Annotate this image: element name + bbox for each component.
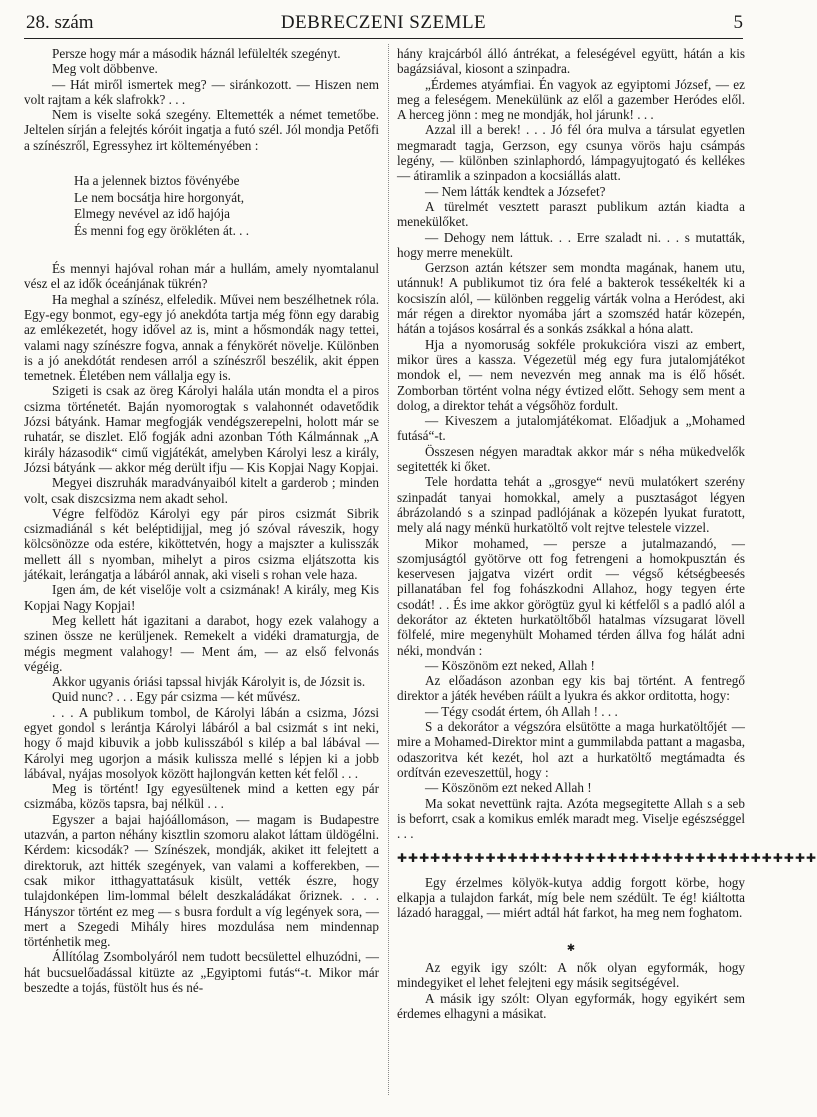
poem-line: És menni fog egy örökléten át. . . bbox=[74, 222, 250, 238]
paragraph: Az előadáson azonban egy kis baj történt. A fentregő direktor a játék hevében ráült a lyukra és akkor orditotta, hogy: bbox=[397, 673, 745, 704]
issue-number: 28. szám bbox=[26, 12, 94, 33]
paragraph: Nem is viselte soká szegény. Eltemették a német temetőbe. Jeltelen sírján a felejtés kóróit ingatja a futó szél. Jól mondja Petőfi a színészről, Egressyhez irt költeményében : bbox=[24, 107, 379, 153]
paragraph: Ma sokat nevettünk rajta. Azóta megsegitette Allah s a seb is beforrt, csak a komikus emlék maradt meg. Viselje egészséggel . . . bbox=[397, 795, 745, 842]
left-paragraphs-b bbox=[24, 261, 379, 995]
paragraph: Akkor ugyanis óriási tapssal hivják Károlyit is, de Józsit is. bbox=[52, 674, 366, 690]
paragraph: Egy érzelmes kölyök-kutya addig forgott körbe, hogy elkapja a tulajdon farkát, míg bele nem szédült. Te ég! kiáltotta lázadó haraggal, — miért adtál hát farkot, ha meg nem foghatom. bbox=[397, 874, 745, 921]
paragraph: — Nem látták kendtek a Józsefet? bbox=[425, 183, 606, 199]
paragraph: Megyei diszruhák maradványaiból kitelt a garderob ; minden volt, csak diszcsizma nem akadt sehol. bbox=[24, 475, 379, 506]
paragraph: Igen ám, de két viselője volt a csizmának! A király, meg Kis Kopjai Nagy Kopjai! bbox=[24, 582, 379, 613]
left-column bbox=[24, 46, 379, 995]
star-divider: ✱ bbox=[566, 942, 576, 954]
paragraph: — Dehogy nem láttuk. . . Erre szaladt ni. . . s mutatták, hogy merre menekült. bbox=[397, 229, 745, 260]
paragraph: S a dekorátor a végszóra elsütötte a maga hurkatöltőjét — mire a Mohamed-Direktor mint a gummilabda pattant a magasba, odaszoritva két kezét, hol azt a hurkatöltő megtámadta és ordítván ezeveszettül, hogy : bbox=[397, 719, 745, 780]
paragraph: Persze hogy már a második háznál lefülelték szegényt. bbox=[52, 46, 341, 61]
paragraph: Azzal ill a berek! . . . Jó fél óra mulva a társulat egyetlen megmaradt tagja, Gerzson, egy csunya vörös haju csámpás legény, — különben szinlaphordó, lámpagyujtogató és kellékes — átiramlik a szinpadon a kocsiállás alatt. bbox=[397, 122, 745, 184]
paragraph: „Érdemes atyámfiai. Én vagyok az egyiptomi József, — ez meg a feleségem. Menekülünk az elől a gazember Heródes elől. A herceg jönn : meg ne mondják, hol járunk! . . . bbox=[397, 76, 745, 123]
paragraph: — Köszönöm ezt neked, Allah ! bbox=[425, 657, 595, 673]
paragraph: A másik igy szólt: Olyan egyformák, hogy egyikért sem érdemes elhagyni a másikat. bbox=[397, 990, 745, 1021]
paragraph: . . . A publikum tombol, de Károlyi lábán a csizma, Józsi egyet gondol s lerántja Károlyi lábáról a bal csizmát s int neki, hogy ő majd kibuvik a jobb kulisszából s kilép a bal lábával — Károlyi meg ugorjon a másik kulissza mellé s lépjen ki a jobb lábával, nyájas mosolyok között hajlongván ketten két felől . . . bbox=[24, 704, 379, 781]
header-rule bbox=[24, 38, 743, 39]
poem-line: Elmegy nevével az idő hajója bbox=[74, 206, 230, 222]
poem-line: Ha a jelennek biztos fövényébe bbox=[74, 173, 240, 189]
paragraph: Ha meghal a színész, elfeledik. Művei nem beszélhetnek róla. Egy-egy bonmot, egy-egy jó anekdóta tartja még fönn egy darabig az emlékezetét, hogy idővel az is, mint a hősmondák nagy tettei, valami nagy színészre fogva, annak a fénykörét növelje. Különben is a jó anekdótát rendesen arról a színészről beszélik, akit éppen temetnek. Életében nem vállalja egy is. bbox=[24, 291, 379, 384]
journal-title: DEBRECZENI SZEMLE bbox=[280, 12, 487, 33]
paragraph: hány krajcárból álló ántrékat, a feleségével együtt, hátán a kis bagázsiával, kiosont a szinpadra. bbox=[397, 46, 745, 77]
paragraph: Meg volt döbbenve. bbox=[52, 61, 158, 77]
paragraph: — Köszönöm ezt neked Allah ! bbox=[425, 780, 592, 796]
ornament-divider: ✚✚✚✚✚✚✚✚✚✚✚✚✚✚✚✚✚✚✚✚✚✚✚✚✚✚✚✚✚✚✚✚✚✚✚✚✚✚ bbox=[397, 851, 817, 866]
paragraph: A türelmét vesztett paraszt publikum aztán kiadta a menekülőket. bbox=[397, 198, 745, 230]
paragraph: Meg kellett hát igazitani a darabot, hogy ezek valahogy a szinen össze ne kerüljenek. Remekelt a vidéki dramaturgja, de mégis megment valahogy! — Ment ám, — az első felvonás végéig. bbox=[24, 612, 379, 674]
paragraph: Mikor mohamed, — persze a jutalmazandó, — szomjuságtól gyötörve ott fog fetrengeni a homokpusztán és keservesen jajgatva vizért ordit — végső kétségbeesés pillanatában fel fog fohászkodni Allahoz, hogy tegyen érte csodát! . . És ime akkor görögtüz gyul ki kétfelől s a padló alól a dekorátor az ékteten hurkatöltőből hatalmas vízsugarat lövell fölfelé, mire megenyhült Mohamed térden állva fog hálát adni néki, mondván : bbox=[397, 535, 745, 658]
paragraph: — Hát miről ismertek meg? — siránkozott. — Hiszen nem volt rajtam a kék slafrokk? . . . bbox=[24, 76, 379, 107]
paragraph: — Kiveszem a jutalomjátékomat. Előadjuk a „Mohamed futásá“-t. bbox=[397, 413, 745, 444]
paragraph: Az egyik igy szólt: A nők olyan egyformák, hogy mindegyiket el lehet felejteni egy másik segitségével. bbox=[397, 959, 745, 991]
paragraph: Hja a nyomoruság sokféle prokukcióra viszi az embert, mikor üres a kassza. Végezetül még egy fura jutalomjátékot mondok el, — nem nevezvén meg annak ma is élő hősét. Zomborban történt volna négy évtized előtt. Sehogy sem ment a dolog, a direktor tehát a végsőhöz fordult. bbox=[397, 336, 745, 413]
page-header bbox=[24, 12, 743, 38]
left-paragraphs-a bbox=[24, 46, 379, 153]
paragraph: Meg is történt! Igy egyesültenek mind a ketten egy pár csizmába, közös tapsra, baj nélkül . . . bbox=[24, 781, 379, 812]
paragraph: És mennyi hajóval rohan már a hullám, amely nyomtalanul vész el az idők óceánjának tükrén? bbox=[24, 261, 379, 292]
column-divider bbox=[388, 44, 389, 1095]
paragraph: Állítólag Zsombolyáról nem tudott becsülettel elhuzódni, — hát bucsuelőadással kitüzte az „Egyiptomi futás“-t. Mikor már beszedte a tojás, füstölt hus és né- bbox=[24, 949, 379, 996]
paragraph: Tele hordatta tehát a „grosgye“ nevü mulatókert szerény szinpadát tanyai homokkal, amely a pusztaságot légyen ábrázolandó s a szinpad padlójának a közepén lyukat furatott, mely alá nagy ménkü hurkatöltő volt rejtve telestele vizzel. bbox=[397, 474, 745, 536]
paragraph: Gerzson aztán kétszer sem mondta magának, hanem utu, utánnuk! A publikumot tiz óra felé a bakterok tessékelték ki a kocsiszín alól, — különben reggelig várták volna a Heródest, aki már régen a direktor nyomába járt a szomszéd határ közepén, hátán a tojásos kosárral és a sonkás zsákkal a hóna alatt. bbox=[397, 260, 745, 337]
paragraph: Végre felfödöz Károlyi egy pár piros csizmát Sibrik csizmadiánál s két beléptidijjal, meg jó szóval ráveszik, hogy kölcsönözze oda estére, kiköttetvén, hogy a majszter a kulisszák mellett áll s nyomban, mihelyt a piros csizma eljátszotta kis játékait, lerángatja a lábáról annak, aki viseli s rohan vele haza. bbox=[24, 505, 379, 583]
poem-quote bbox=[74, 173, 379, 239]
right-paragraphs-c bbox=[397, 960, 745, 1021]
paragraph: Szigeti is csak az öreg Károlyi halála után mondta el a piros csizma történetét. Baján nyomorogtak s valahonnét odavetődik Józsi bátyánk. Hamar megfogják vendégszerepelni, holott már se ruhatár, se diszlet. Elő fogják adni azonban Tóth Kálmánnak „A király házasodik“ cimű vigjátékát, amelyben Károlyi lesz a király, Józsi bátyánk — akkor még derült ifju — Kis Kopjai Nagy Kopjai. bbox=[24, 383, 379, 475]
paragraph: Quid nunc? . . . Egy pár csizma — két művész. bbox=[52, 689, 301, 705]
paragraph: — Tégy csodát értem, óh Allah ! . . . bbox=[425, 703, 618, 719]
paragraph: Egyszer a bajai hajóállomáson, — magam is Budapestre utazván, a parton néhány kisztlin szomoru alakot láttam üldögélni. Kérdem: kicsodák? — Színészek, mondják, akiket itt felejtett a direktoruk, azt hitték szegények, van valami a kofferekben, — csak mikor itthagyattatásuk kisült, vették észre, hogy tulajdonképen lim-lommal bélelt deszkaládákat őriznek. . . . Hányszor történt ez meg — s busra fordult a víg legények sora, — mert a Szegedi Mihály hires mozdulása nem mindennap történhetik meg. bbox=[24, 811, 379, 950]
paragraph: Összesen négyen maradtak akkor már s néha mükedvelők segitették ki őket. bbox=[397, 443, 745, 475]
poem-line: Le nem bocsátja hire horgonyát, bbox=[74, 189, 245, 205]
right-paragraphs-b bbox=[397, 875, 745, 921]
right-column bbox=[397, 46, 817, 1021]
page-number: 5 bbox=[733, 12, 743, 33]
right-paragraphs-a bbox=[397, 46, 745, 841]
